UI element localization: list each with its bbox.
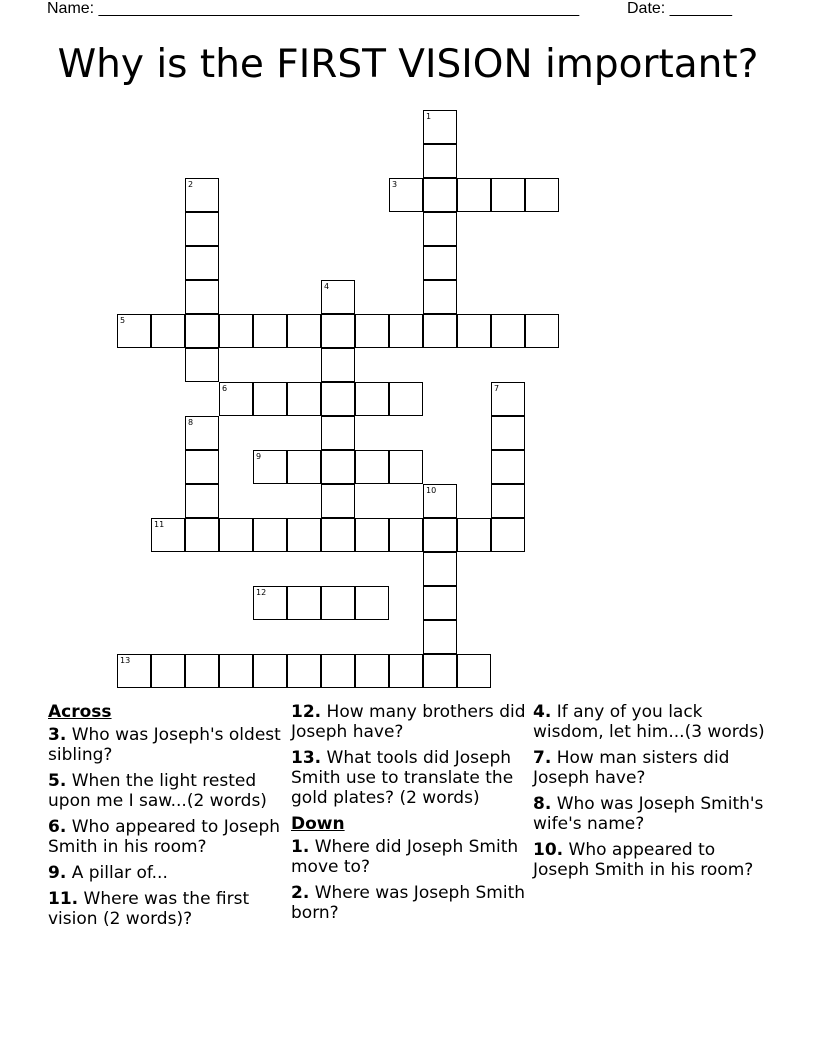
cell-number: 3	[392, 180, 398, 189]
grid-cell[interactable]	[253, 382, 287, 416]
cell-number: 11	[154, 520, 165, 529]
grid-cell[interactable]	[321, 416, 355, 450]
grid-cell[interactable]	[389, 314, 423, 348]
across-heading: Across	[48, 702, 112, 722]
grid-cell[interactable]	[117, 314, 151, 348]
grid-cell[interactable]	[457, 314, 491, 348]
clues-column-2	[291, 702, 527, 929]
cell-number: 2	[188, 180, 194, 189]
cell-number: 10	[426, 486, 437, 495]
grid-cell[interactable]	[423, 178, 457, 212]
clues-column-1	[48, 702, 284, 935]
grid-cell[interactable]	[321, 314, 355, 348]
grid-cell[interactable]	[253, 518, 287, 552]
grid-cell[interactable]	[355, 586, 389, 620]
grid-cell[interactable]	[287, 586, 321, 620]
grid-cell[interactable]	[287, 314, 321, 348]
clue-across-9: 9. A pillar of...	[48, 863, 168, 883]
grid-cell[interactable]	[423, 314, 457, 348]
clue-across-13: 13. What tools did Joseph Smith use to translate the gold plates? (2 words)	[291, 748, 514, 808]
grid-cell[interactable]	[185, 280, 219, 314]
grid-cell[interactable]	[491, 518, 525, 552]
grid-cell[interactable]	[423, 620, 457, 654]
clue-down-10: 10. Who appeared to Joseph Smith in his room?	[533, 840, 754, 880]
clue-across-12: 12. How many brothers did Joseph have?	[291, 702, 526, 742]
grid-cell[interactable]	[185, 484, 219, 518]
grid-cell[interactable]	[151, 518, 185, 552]
clue-across-5: 5. When the light rested upon me I saw...(2 words)	[48, 771, 267, 811]
grid-cell[interactable]	[185, 212, 219, 246]
grid-cell[interactable]	[491, 416, 525, 450]
grid-cell[interactable]	[355, 518, 389, 552]
grid-cell[interactable]	[423, 246, 457, 280]
grid-cell[interactable]	[185, 178, 219, 212]
grid-cell[interactable]	[423, 552, 457, 586]
grid-cell[interactable]	[287, 654, 321, 688]
grid-cell[interactable]	[287, 382, 321, 416]
grid-cell[interactable]	[253, 654, 287, 688]
grid-cell[interactable]	[491, 314, 525, 348]
clue-across-11: 11. Where was the first vision (2 words)?	[48, 889, 250, 929]
cell-number: 9	[256, 452, 262, 461]
grid-cell[interactable]	[355, 450, 389, 484]
grid-cell[interactable]	[525, 178, 559, 212]
clue-across-3: 3. Who was Joseph's oldest sibling?	[48, 725, 281, 765]
grid-cell[interactable]	[423, 110, 457, 144]
grid-cell[interactable]	[321, 280, 355, 314]
grid-cell[interactable]	[389, 518, 423, 552]
grid-cell[interactable]	[253, 450, 287, 484]
grid-cell[interactable]	[253, 314, 287, 348]
name-field[interactable]: Name: ______________________________________________________	[47, 0, 580, 17]
grid-cell[interactable]	[219, 382, 253, 416]
grid-cell[interactable]	[185, 348, 219, 382]
grid-cell[interactable]	[117, 654, 151, 688]
grid-cell[interactable]	[389, 382, 423, 416]
grid-cell[interactable]	[423, 518, 457, 552]
grid-cell[interactable]	[185, 416, 219, 450]
grid-cell[interactable]	[423, 484, 457, 518]
grid-cell[interactable]	[321, 382, 355, 416]
grid-cell[interactable]	[423, 586, 457, 620]
grid-cell[interactable]	[185, 246, 219, 280]
grid-cell[interactable]	[423, 654, 457, 688]
grid-cell[interactable]	[491, 450, 525, 484]
cell-number: 7	[494, 384, 500, 393]
cell-number: 5	[120, 316, 126, 325]
grid-cell[interactable]	[389, 654, 423, 688]
clue-down-8: 8. Who was Joseph Smith's wife's name?	[533, 794, 764, 834]
grid-cell[interactable]	[491, 484, 525, 518]
grid-cell[interactable]	[151, 654, 185, 688]
grid-cell[interactable]	[321, 518, 355, 552]
grid-cell[interactable]	[457, 518, 491, 552]
clue-down-4: 4. If any of you lack wisdom, let him...(3 words)	[533, 702, 765, 742]
page-title: Why is the FIRST VISION important?	[57, 42, 759, 87]
clue-down-7: 7. How man sisters did Joseph have?	[533, 748, 730, 788]
grid-cell[interactable]	[321, 348, 355, 382]
grid-cell[interactable]	[355, 314, 389, 348]
grid-cell[interactable]	[321, 450, 355, 484]
clue-down-1: 1. Where did Joseph Smith move to?	[291, 837, 519, 877]
grid-cell[interactable]	[457, 178, 491, 212]
down-heading: Down	[291, 814, 345, 834]
cell-number: 12	[256, 588, 267, 597]
grid-cell[interactable]	[219, 314, 253, 348]
grid-cell[interactable]	[355, 654, 389, 688]
cell-number: 6	[222, 384, 228, 393]
grid-cell[interactable]	[491, 382, 525, 416]
grid-cell[interactable]	[151, 314, 185, 348]
grid-cell[interactable]	[423, 144, 457, 178]
grid-cell[interactable]	[253, 586, 287, 620]
grid-cell[interactable]	[287, 518, 321, 552]
cell-number: 4	[324, 282, 330, 291]
grid-cell[interactable]	[185, 654, 219, 688]
grid-cell[interactable]	[491, 178, 525, 212]
clue-across-6: 6. Who appeared to Joseph Smith in his room?	[48, 817, 281, 857]
grid-cell[interactable]	[423, 212, 457, 246]
grid-cell[interactable]	[219, 654, 253, 688]
cell-number: 1	[426, 112, 432, 121]
clue-down-2: 2. Where was Joseph Smith born?	[291, 883, 526, 923]
grid-cell[interactable]	[321, 654, 355, 688]
cell-number: 13	[120, 656, 131, 665]
grid-cell[interactable]	[321, 484, 355, 518]
grid-cell[interactable]	[287, 450, 321, 484]
date-field[interactable]: Date: _______	[627, 0, 732, 17]
clues-column-3	[533, 702, 769, 886]
grid-cell[interactable]	[321, 586, 355, 620]
grid-cell[interactable]	[389, 178, 423, 212]
grid-cell[interactable]	[185, 450, 219, 484]
grid-cell[interactable]	[185, 314, 219, 348]
grid-cell[interactable]	[389, 450, 423, 484]
grid-cell[interactable]	[423, 280, 457, 314]
grid-cell[interactable]	[219, 518, 253, 552]
grid-cell[interactable]	[355, 382, 389, 416]
grid-cell[interactable]	[457, 654, 491, 688]
grid-cell[interactable]	[185, 518, 219, 552]
cell-number: 8	[188, 418, 194, 427]
grid-cell[interactable]	[525, 314, 559, 348]
